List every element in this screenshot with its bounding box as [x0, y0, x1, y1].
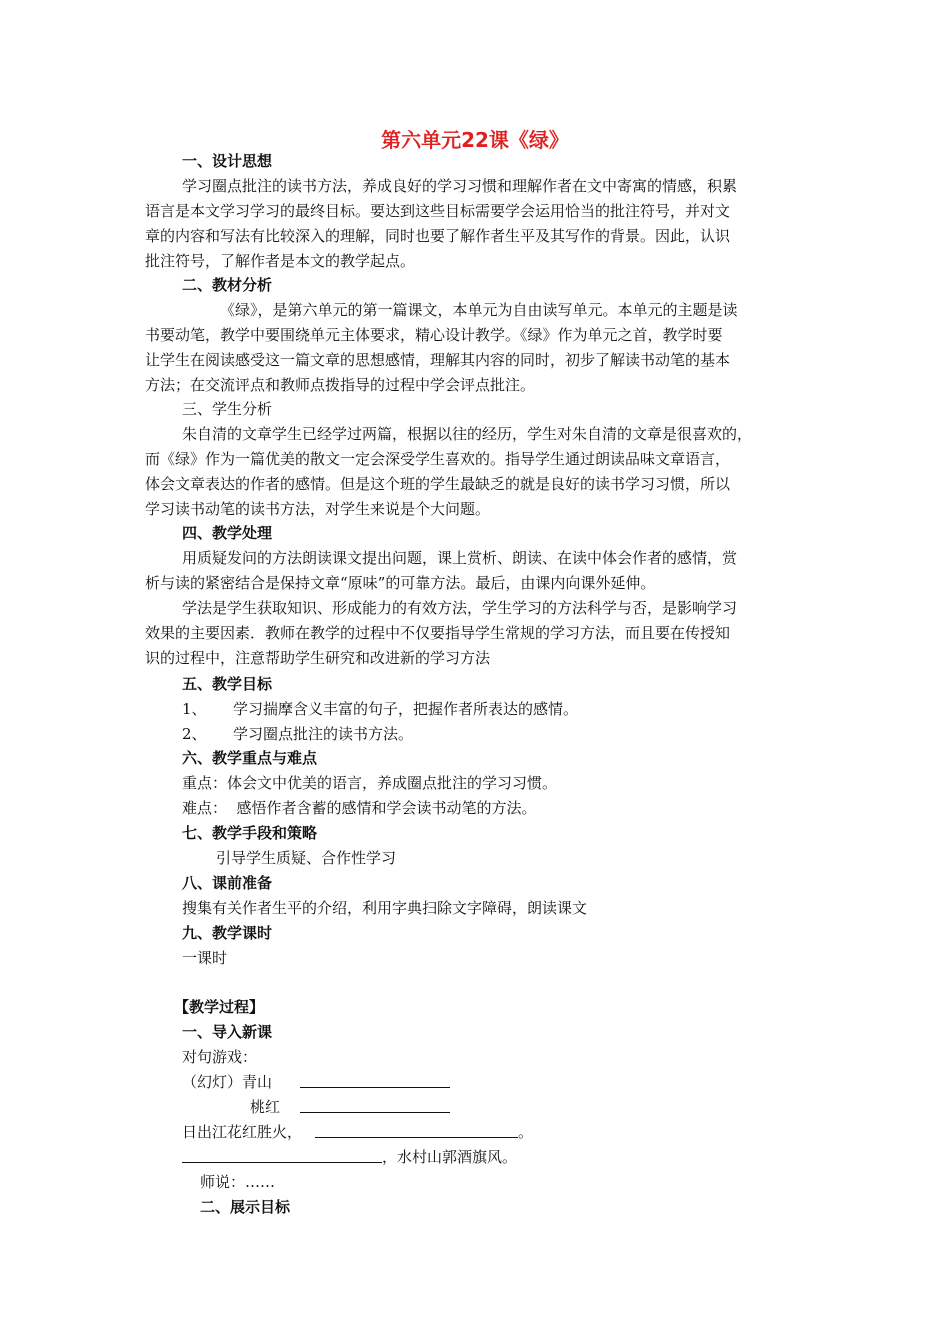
- paragraph-line: 学法是学生获取知识、形成能力的有效方法，学生学习的方法科学与否，是影响学习: [182, 599, 738, 617]
- poem-line-1: 日出江花红胜火，: [182, 1123, 303, 1141]
- answer-blank[interactable]: [300, 1071, 450, 1088]
- paragraph-line: 学习圈点批注的读书方法，养成良好的学习习惯和理解作者在文中寄寓的情感，积累: [182, 177, 738, 195]
- section-heading-periods: 九、教学课时: [182, 924, 273, 942]
- answer-blank[interactable]: [315, 1121, 518, 1138]
- process-part1-heading: 一、导入新课: [182, 1023, 273, 1041]
- process-part2-heading: 二、展示目标: [200, 1198, 291, 1216]
- paragraph-line: 体会文章表达的作者的感情。但是这个班的学生最缺乏的就是良好的读书学习习惯，所以: [145, 475, 731, 493]
- section-heading-material: 二、教材分析: [182, 276, 273, 294]
- section-heading-goals: 五、教学目标: [182, 675, 273, 693]
- slide-label: （幻灯）青山: [182, 1073, 273, 1091]
- paragraph-line: 而《绿》作为一篇优美的散文一定会深受学生喜欢的。指导学生通过朗读品味文章语言，: [145, 450, 731, 468]
- paragraph-line: 书要动笔，教学中要围绕单元主体要求，精心设计教学。《绿》作为单元之首，教学时要: [145, 326, 723, 344]
- paragraph-line: 识的过程中，注意帮助学生研究和改进新的学习方法: [145, 649, 491, 667]
- poem-line-1-end: 。: [518, 1123, 534, 1141]
- process-heading: 【教学过程】: [174, 998, 265, 1016]
- paragraph-line: 析与读的紧密结合是保持文章“原味”的可靠方法。最后，由课内向课外延伸。: [145, 574, 656, 592]
- poem-line-2: ，水村山郭酒旗风。: [382, 1148, 518, 1166]
- goal-text: 学习圈点批注的读书方法。: [233, 725, 414, 743]
- section-heading-preparation: 八、课前准备: [182, 874, 273, 892]
- goal-number: 2、: [182, 725, 207, 743]
- answer-blank[interactable]: [300, 1096, 450, 1113]
- periods-text: 一课时: [182, 949, 228, 967]
- paragraph-line: 《绿》，是第六单元的第一篇课文，本单元为自由读写单元。本单元的主题是读: [220, 301, 738, 319]
- section-heading-students: 三、学生分析: [182, 400, 273, 418]
- section-heading-handling: 四、教学处理: [182, 524, 273, 542]
- section-heading-strategy: 七、教学手段和策略: [182, 824, 318, 842]
- difficulty-text: 难点： 感悟作者含蓄的感情和学会读书动笔的方法。: [182, 799, 537, 817]
- key-point-text: 重点：体会文中优美的语言，养成圈点批注的学习习惯。: [182, 774, 558, 792]
- paragraph-line: 效果的主要因素．教师在教学的过程中不仅要指导学生常规的学习方法，而且要在传授知: [145, 624, 731, 642]
- section-body-students: [145, 422, 805, 522]
- teacher-says: 师说：……: [200, 1173, 276, 1191]
- prompt-label: 桃红: [250, 1098, 281, 1116]
- goal-number: 1、: [182, 700, 207, 718]
- strategy-text: 引导学生质疑、合作性学习: [216, 849, 397, 867]
- goal-text: 学习揣摩含义丰富的句子，把握作者所表达的感情。: [233, 700, 579, 718]
- section-heading-keypoints: 六、教学重点与难点: [182, 749, 318, 767]
- paragraph-line: 章的内容和写法有比较深入的理解，同时也要了解作者生平及其写作的背景。因此，认识: [145, 227, 731, 245]
- answer-blank[interactable]: [182, 1146, 382, 1163]
- couplet-game-intro: 对句游戏：: [182, 1048, 258, 1066]
- section-body-material: [145, 298, 805, 398]
- paragraph-line: 语言是本文学习学习的最终目标。要达到这些目标需要学会运用恰当的批注符号，并对文: [145, 202, 731, 220]
- paragraph-line: 用质疑发问的方法朗读课文提出问题，课上赏析、朗读、在读中体会作者的感情，赏: [182, 549, 738, 567]
- section-body-design: [145, 174, 805, 274]
- section-heading-design: 一、设计思想: [182, 152, 273, 170]
- preparation-text: 搜集有关作者生平的介绍，利用字典扫除文字障碍，朗读课文: [182, 899, 588, 917]
- paragraph-line: 方法；在交流评点和教师点拨指导的过程中学会评点批注。: [145, 376, 536, 394]
- document-title: 第六单元22课《绿》: [381, 128, 569, 152]
- section-body-handling: [145, 546, 805, 671]
- paragraph-line: 学习读书动笔的读书方法，对学生来说是个大问题。: [145, 500, 491, 518]
- paragraph-line: 朱自清的文章学生已经学过两篇，根据以往的经历，学生对朱自清的文章是很喜欢的，: [182, 425, 753, 443]
- paragraph-line: 让学生在阅读感受这一篇文章的思想感情，理解其内容的同时，初步了解读书动笔的基本: [145, 351, 731, 369]
- paragraph-line: 批注符号，了解作者是本文的教学起点。: [145, 252, 416, 270]
